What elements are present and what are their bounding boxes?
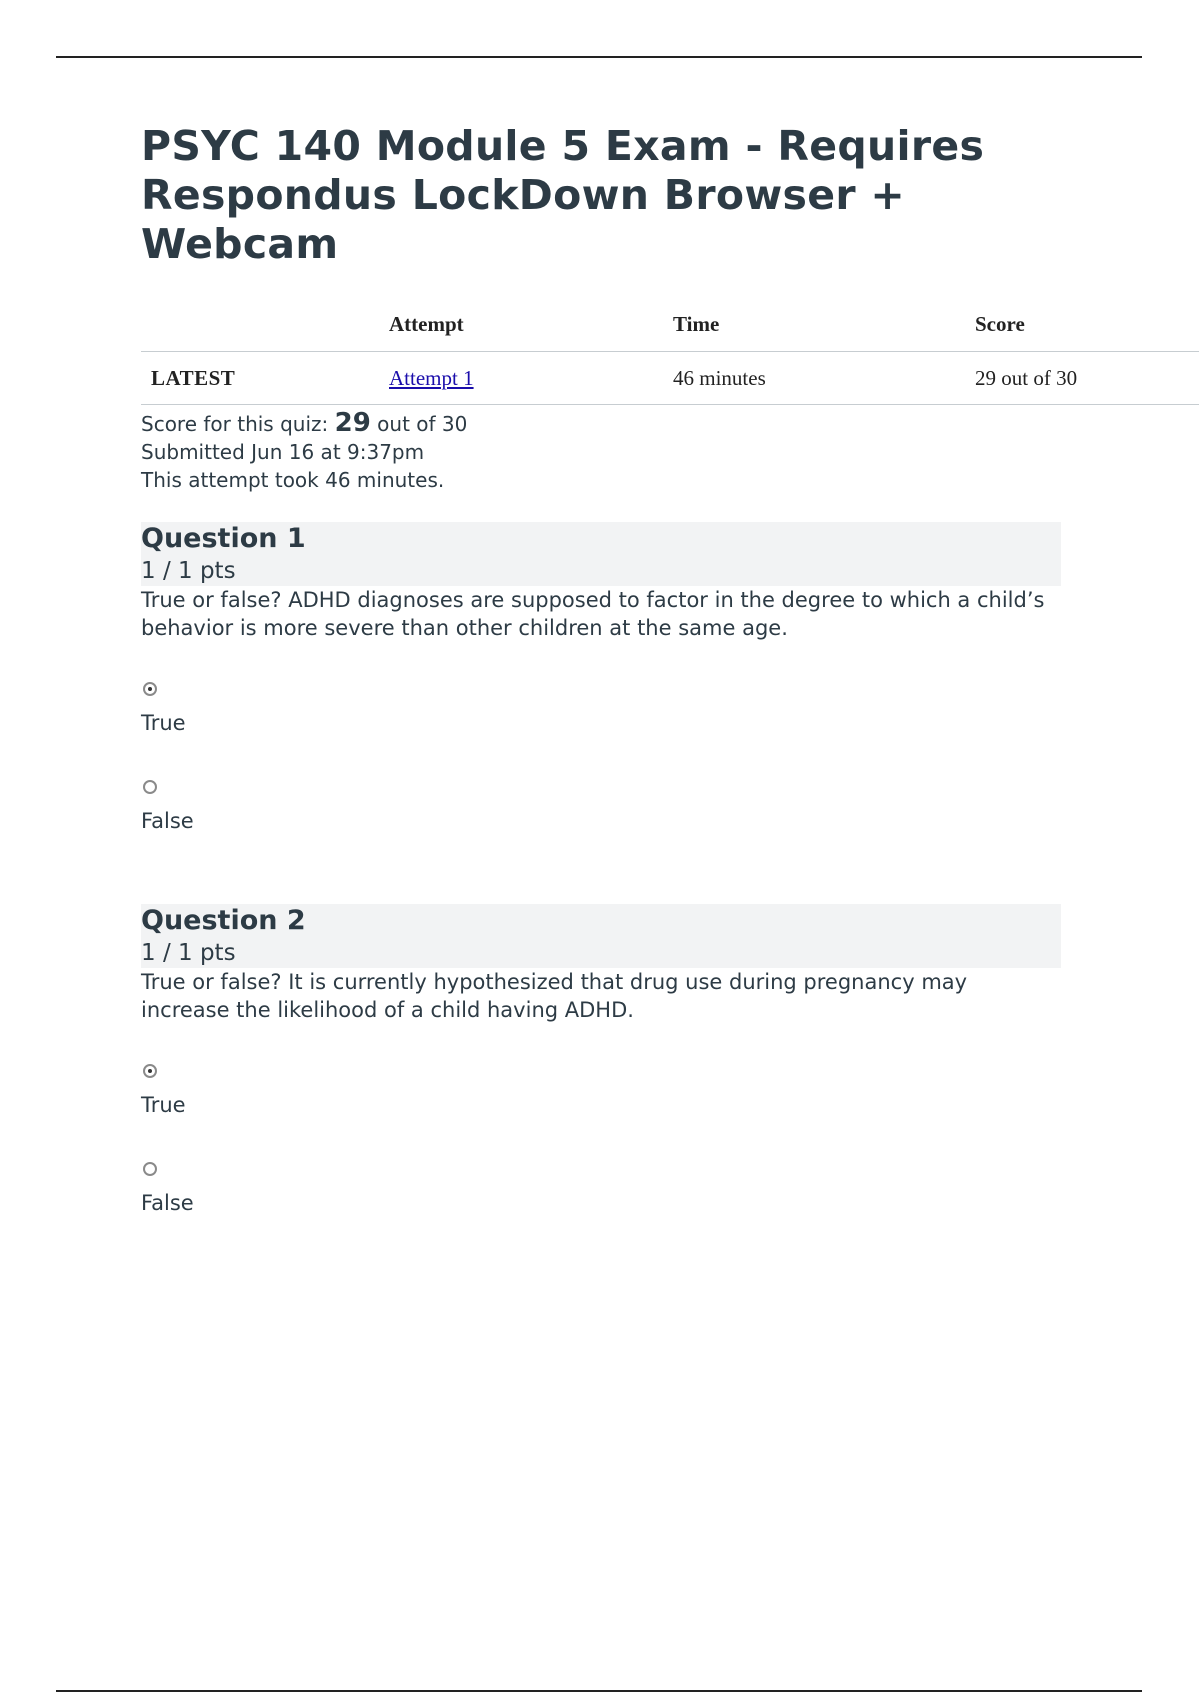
latest-label: LATEST <box>141 352 388 405</box>
answer-label: True <box>141 711 186 735</box>
radio-selected-icon[interactable] <box>143 682 157 696</box>
question-points: 1 / 1 pts <box>141 940 236 966</box>
score-suffix: out of 30 <box>377 412 468 436</box>
header-score: Score <box>974 297 1199 352</box>
attempts-table <box>141 297 1199 405</box>
table-row <box>141 352 1199 405</box>
answer-option[interactable] <box>141 1162 1061 1216</box>
quiz-results-content <box>141 122 1151 1216</box>
question-header <box>141 904 1061 968</box>
attempt-cell <box>388 352 672 405</box>
answer-option[interactable] <box>141 780 1061 834</box>
question-1 <box>141 522 1061 834</box>
score-line <box>141 409 1151 438</box>
top-divider <box>56 56 1142 58</box>
question-points: 1 / 1 pts <box>141 558 236 584</box>
score-value: 29 <box>334 408 371 438</box>
question-title: Question 1 <box>141 523 306 554</box>
header-time: Time <box>672 297 974 352</box>
radio-unselected-icon[interactable] <box>143 1162 157 1176</box>
question-2 <box>141 904 1061 1216</box>
question-header <box>141 522 1061 586</box>
attempts-table-header <box>141 297 1199 352</box>
question-title: Question 2 <box>141 905 306 936</box>
score-prefix: Score for this quiz: <box>141 412 329 436</box>
question-text: True or false? ADHD diagnoses are supposed to factor in the degree to which a child’s behavior is more severe than other children at the same age. <box>141 588 1045 640</box>
time-cell: 46 minutes <box>672 352 974 405</box>
submitted-time: Submitted Jun 16 at 9:37pm <box>141 440 425 464</box>
bottom-divider <box>56 1690 1142 1692</box>
quiz-summary <box>141 409 1151 494</box>
answer-option[interactable] <box>141 1064 1061 1118</box>
header-blank <box>141 297 388 352</box>
answer-label: False <box>141 1191 194 1215</box>
answer-label: False <box>141 809 194 833</box>
header-attempt: Attempt <box>388 297 672 352</box>
attempt-duration: This attempt took 46 minutes. <box>141 468 445 492</box>
score-cell: 29 out of 30 <box>974 352 1199 405</box>
attempt-link[interactable]: Attempt 1 <box>389 365 474 390</box>
answer-option[interactable] <box>141 682 1061 736</box>
page-title: PSYC 140 Module 5 Exam - Requires Respondus LockDown Browser + Webcam <box>141 122 985 268</box>
answer-label: True <box>141 1093 186 1117</box>
question-text: True or false? It is currently hypothesized that drug use during pregnancy may increase the likelihood of a child having ADHD. <box>141 970 968 1022</box>
radio-selected-icon[interactable] <box>143 1064 157 1078</box>
radio-unselected-icon[interactable] <box>143 780 157 794</box>
